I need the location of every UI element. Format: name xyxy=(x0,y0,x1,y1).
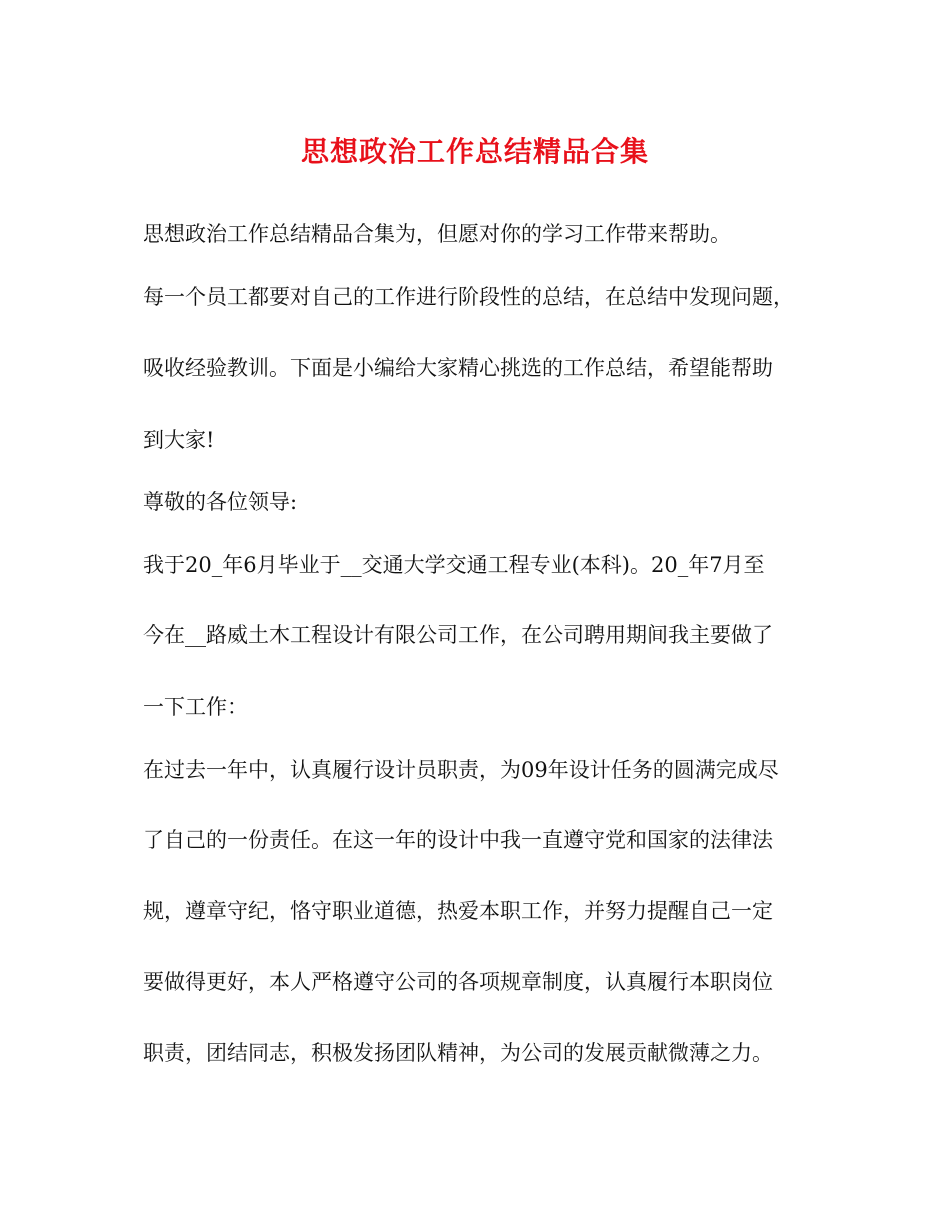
body-line-3: 吸收经验教训。下面是小编给大家精心挑选的工作总结，希望能帮助 xyxy=(143,356,773,380)
body-line-4: 到大家! xyxy=(143,428,215,452)
body-line-10: 了自己的一份责任。在这一年的设计中我一直遵守党和国家的法律法 xyxy=(143,828,773,852)
body-line-13: 职责，团结同志，积极发扬团队精神，为公司的发展贡献微薄之力。 xyxy=(143,1041,773,1065)
body-line-11: 规，遵章守纪，恪守职业道德，热爱本职工作，并努力提醒自己一定 xyxy=(143,899,773,923)
body-line-8: 一下工作： xyxy=(143,695,248,719)
body-line-7: 今在__路威土木工程设计有限公司工作，在公司聘用期间我主要做了 xyxy=(143,623,773,647)
body-line-5: 尊敬的各位领导: xyxy=(143,490,298,514)
body-line-12: 要做得更好，本人严格遵守公司的各项规章制度，认真履行本职岗位 xyxy=(143,970,773,994)
document-title: 思想政治工作总结精品合集 xyxy=(300,135,649,168)
body-line-2: 每一个员工都要对自己的工作进行阶段性的总结，在总结中发现问题， xyxy=(143,285,794,309)
body-line-1: 思想政治工作总结精品合集为，但愿对你的学习工作带来帮助。 xyxy=(143,222,731,246)
body-line-9: 在过去一年中，认真履行设计员职责，为09年设计任务的圆满完成尽 xyxy=(143,758,779,782)
body-line-6: 我于20_年6月毕业于__交通大学交通工程专业(本科)。20_年7月至 xyxy=(143,553,765,577)
